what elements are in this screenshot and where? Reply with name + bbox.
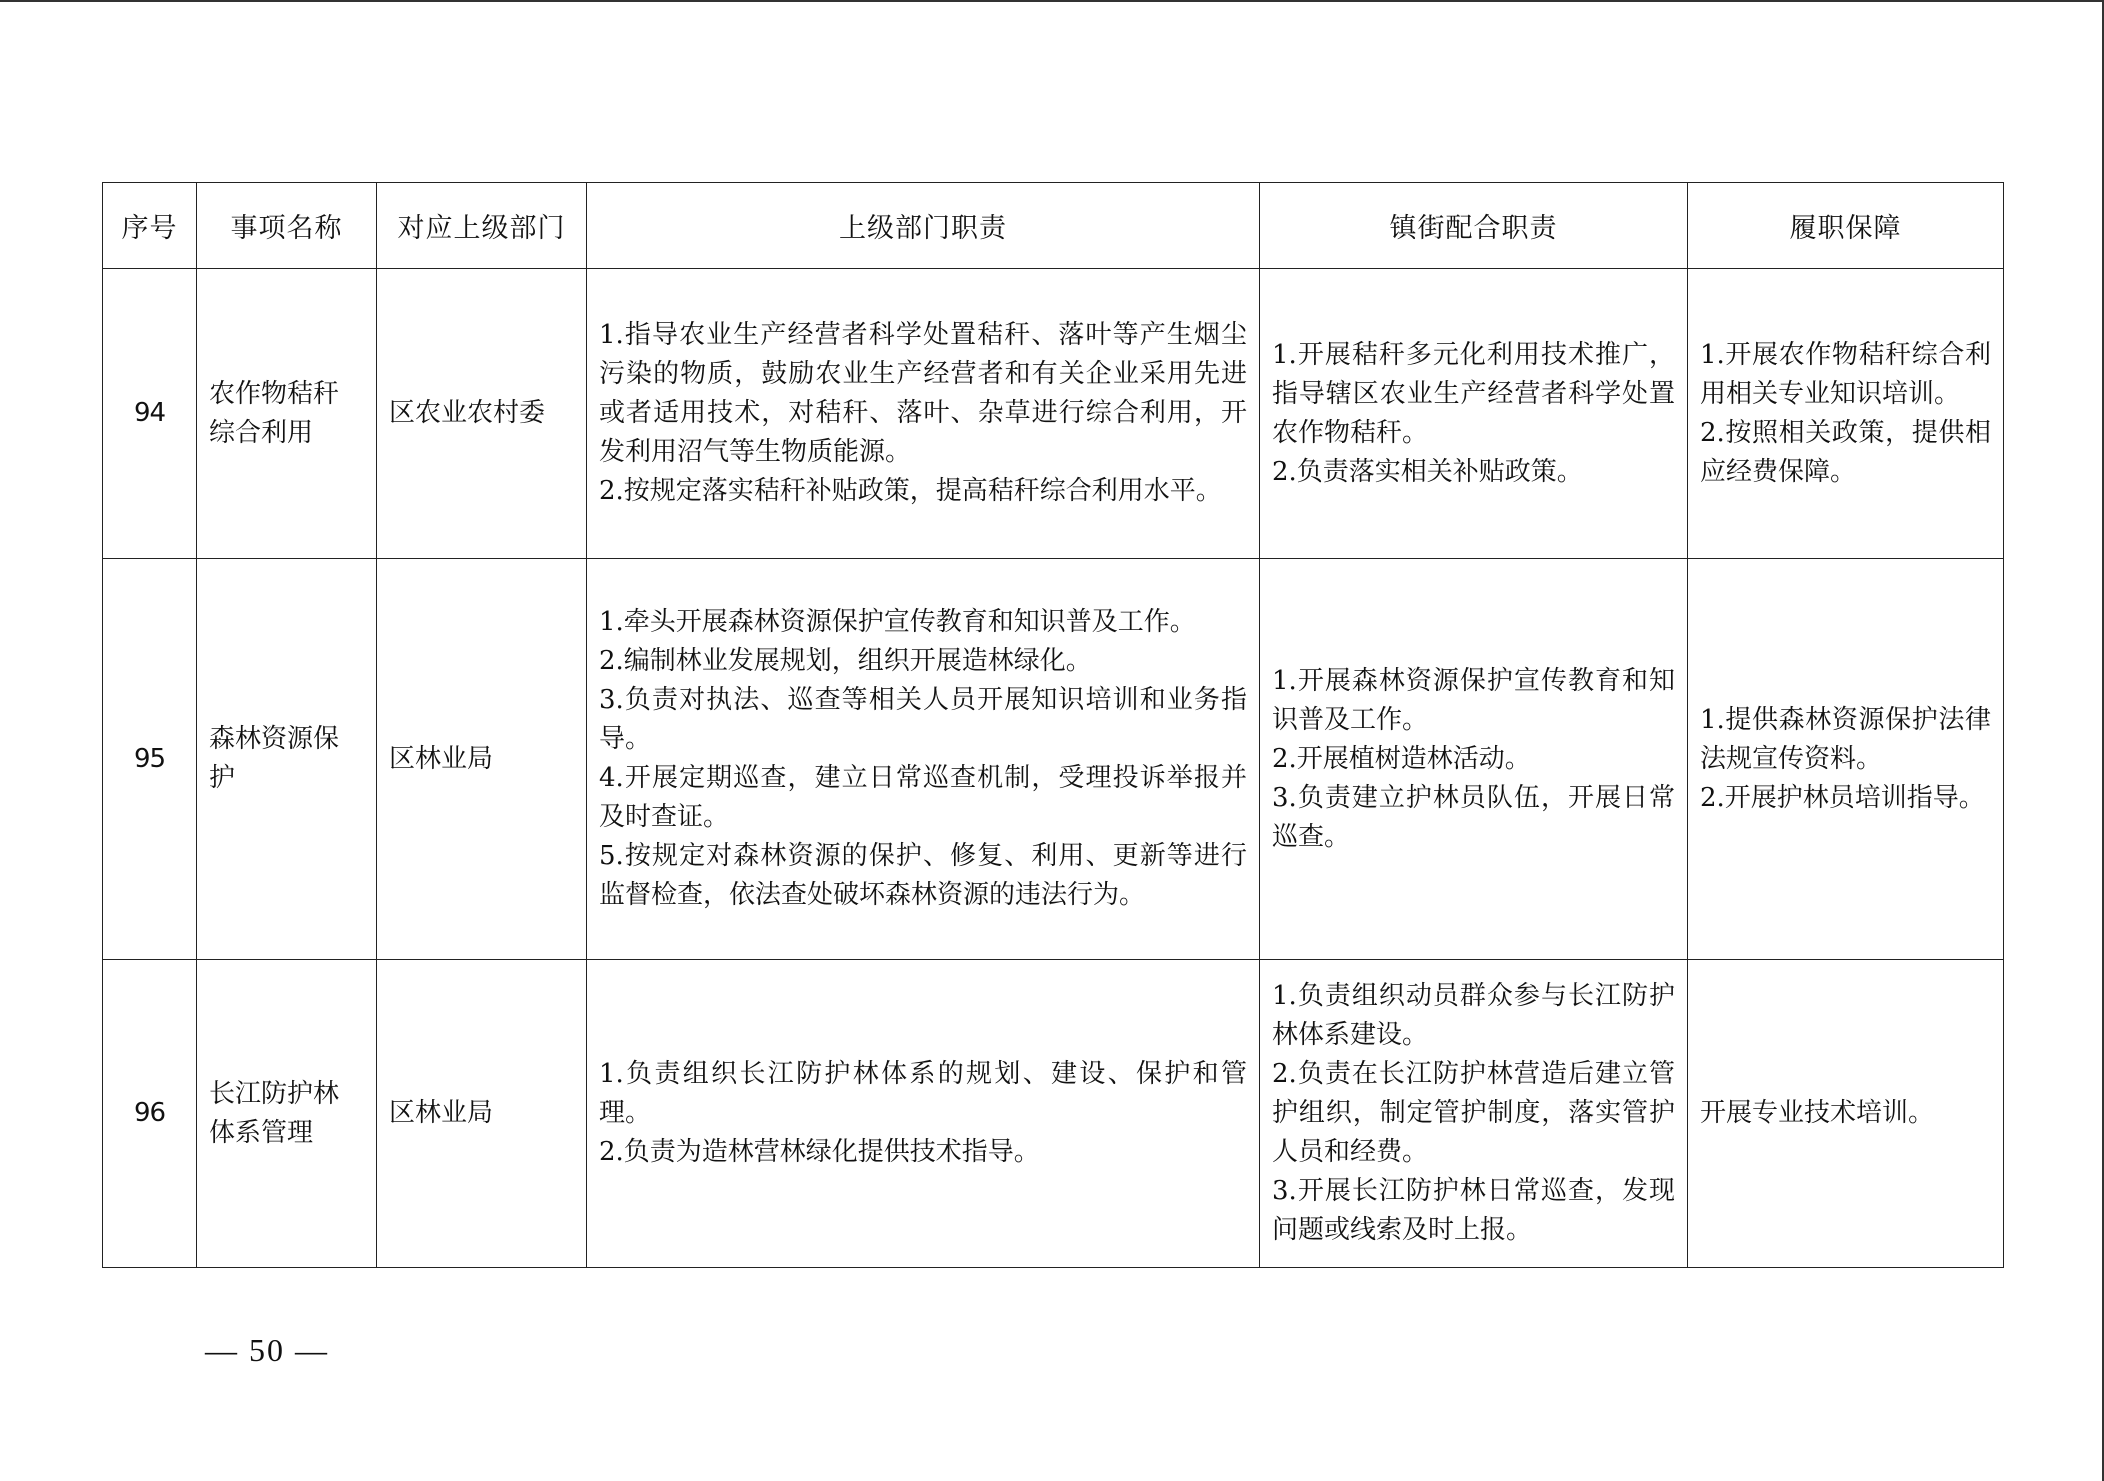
guarantee	[1688, 559, 2004, 960]
header-superior-duties: 上级部门职责	[587, 183, 1260, 269]
duty-table	[102, 182, 2004, 1268]
table-row	[103, 960, 2004, 1268]
town-duties	[1260, 960, 1688, 1268]
guarantee-item: 2.按照相关政策，提供相应经费保障。	[1700, 417, 1991, 487]
item-name: 长江防护林体系管理	[197, 960, 377, 1268]
superior-duties	[587, 960, 1260, 1268]
town-duty-item: 3.负责建立护林员队伍，开展日常巡查。	[1272, 782, 1675, 852]
town-duties	[1260, 559, 1688, 960]
duty-item: 1.负责组织长江防护林体系的规划、建设、保护和管理。	[599, 1059, 1247, 1128]
page-number: — 50 —	[205, 1332, 329, 1368]
duty-item: 5.按规定对森林资源的保护、修复、利用、更新等进行监督检查，依法查处破坏森林资源的违法行为。	[599, 841, 1247, 910]
town-duty-item: 3.开展长江防护林日常巡查，发现问题或线索及时上报。	[1272, 1176, 1675, 1245]
duty-item: 3.负责对执法、巡查等相关人员开展知识培训和业务指导。	[599, 685, 1247, 754]
duty-item: 2.按规定落实秸秆补贴政策，提高秸秆综合利用水平。	[599, 476, 1222, 506]
header-superior-dept: 对应上级部门	[377, 183, 587, 269]
header-seq: 序号	[103, 183, 197, 269]
superior-dept: 区林业局	[377, 559, 587, 960]
town-duty-item: 1.开展秸秆多元化利用技术推广，指导辖区农业生产经营者科学处置农作物秸秆。	[1272, 339, 1675, 448]
superior-dept: 区农业农村委	[377, 269, 587, 559]
guarantee-item: 2.开展护林员培训指导。	[1700, 782, 1985, 813]
header-town-duties: 镇街配合职责	[1260, 183, 1688, 269]
town-duty-item: 1.负责组织动员群众参与长江防护林体系建设。	[1272, 981, 1675, 1050]
item-name: 农作物秸秆综合利用	[197, 269, 377, 559]
item-name: 森林资源保护	[197, 559, 377, 960]
duty-item: 1.牵头开展森林资源保护宣传教育和知识普及工作。	[599, 607, 1196, 637]
duty-item: 4.开展定期巡查，建立日常巡查机制，受理投诉举报并及时查证。	[599, 763, 1247, 832]
town-duty-item: 2.负责在长江防护林营造后建立管护组织，制定管护制度，落实管护人员和经费。	[1272, 1059, 1675, 1167]
row-number: 94	[103, 269, 197, 559]
header-guarantee: 履职保障	[1688, 183, 2004, 269]
duty-item: 2.编制林业发展规划，组织开展造林绿化。	[599, 646, 1092, 676]
guarantee	[1688, 960, 2004, 1268]
town-duty-item: 2.负责落实相关补贴政策。	[1272, 456, 1583, 487]
guarantee-item: 开展专业技术培训。	[1700, 1098, 1935, 1128]
row-number: 95	[103, 559, 197, 960]
guarantee-item: 1.提供森林资源保护法律法规宣传资料。	[1700, 704, 1991, 774]
duty-item: 2.负责为造林营林绿化提供技术指导。	[599, 1137, 1040, 1167]
table-row	[103, 559, 2004, 960]
table-header	[103, 183, 2004, 269]
table-row	[103, 269, 2004, 559]
guarantee-item: 1.开展农作物秸秆综合利用相关专业知识培训。	[1700, 339, 1991, 409]
duty-item: 1.指导农业生产经营者科学处置秸秆、落叶等产生烟尘污染的物质，鼓励农业生产经营者和有关企业采用先进或者适用技术，对秸秆、落叶、杂草进行综合利用，开发利用沼气等生物质能源。	[599, 320, 1247, 467]
header-item-name: 事项名称	[197, 183, 377, 269]
header-row	[103, 183, 2004, 269]
superior-duties	[587, 269, 1260, 559]
superior-duties	[587, 559, 1260, 960]
town-duty-item: 1.开展森林资源保护宣传教育和知识普及工作。	[1272, 665, 1675, 735]
superior-dept: 区林业局	[377, 960, 587, 1268]
town-duty-item: 2.开展植树造林活动。	[1272, 743, 1531, 774]
town-duties	[1260, 269, 1688, 559]
row-number: 96	[103, 960, 197, 1268]
guarantee	[1688, 269, 2004, 559]
